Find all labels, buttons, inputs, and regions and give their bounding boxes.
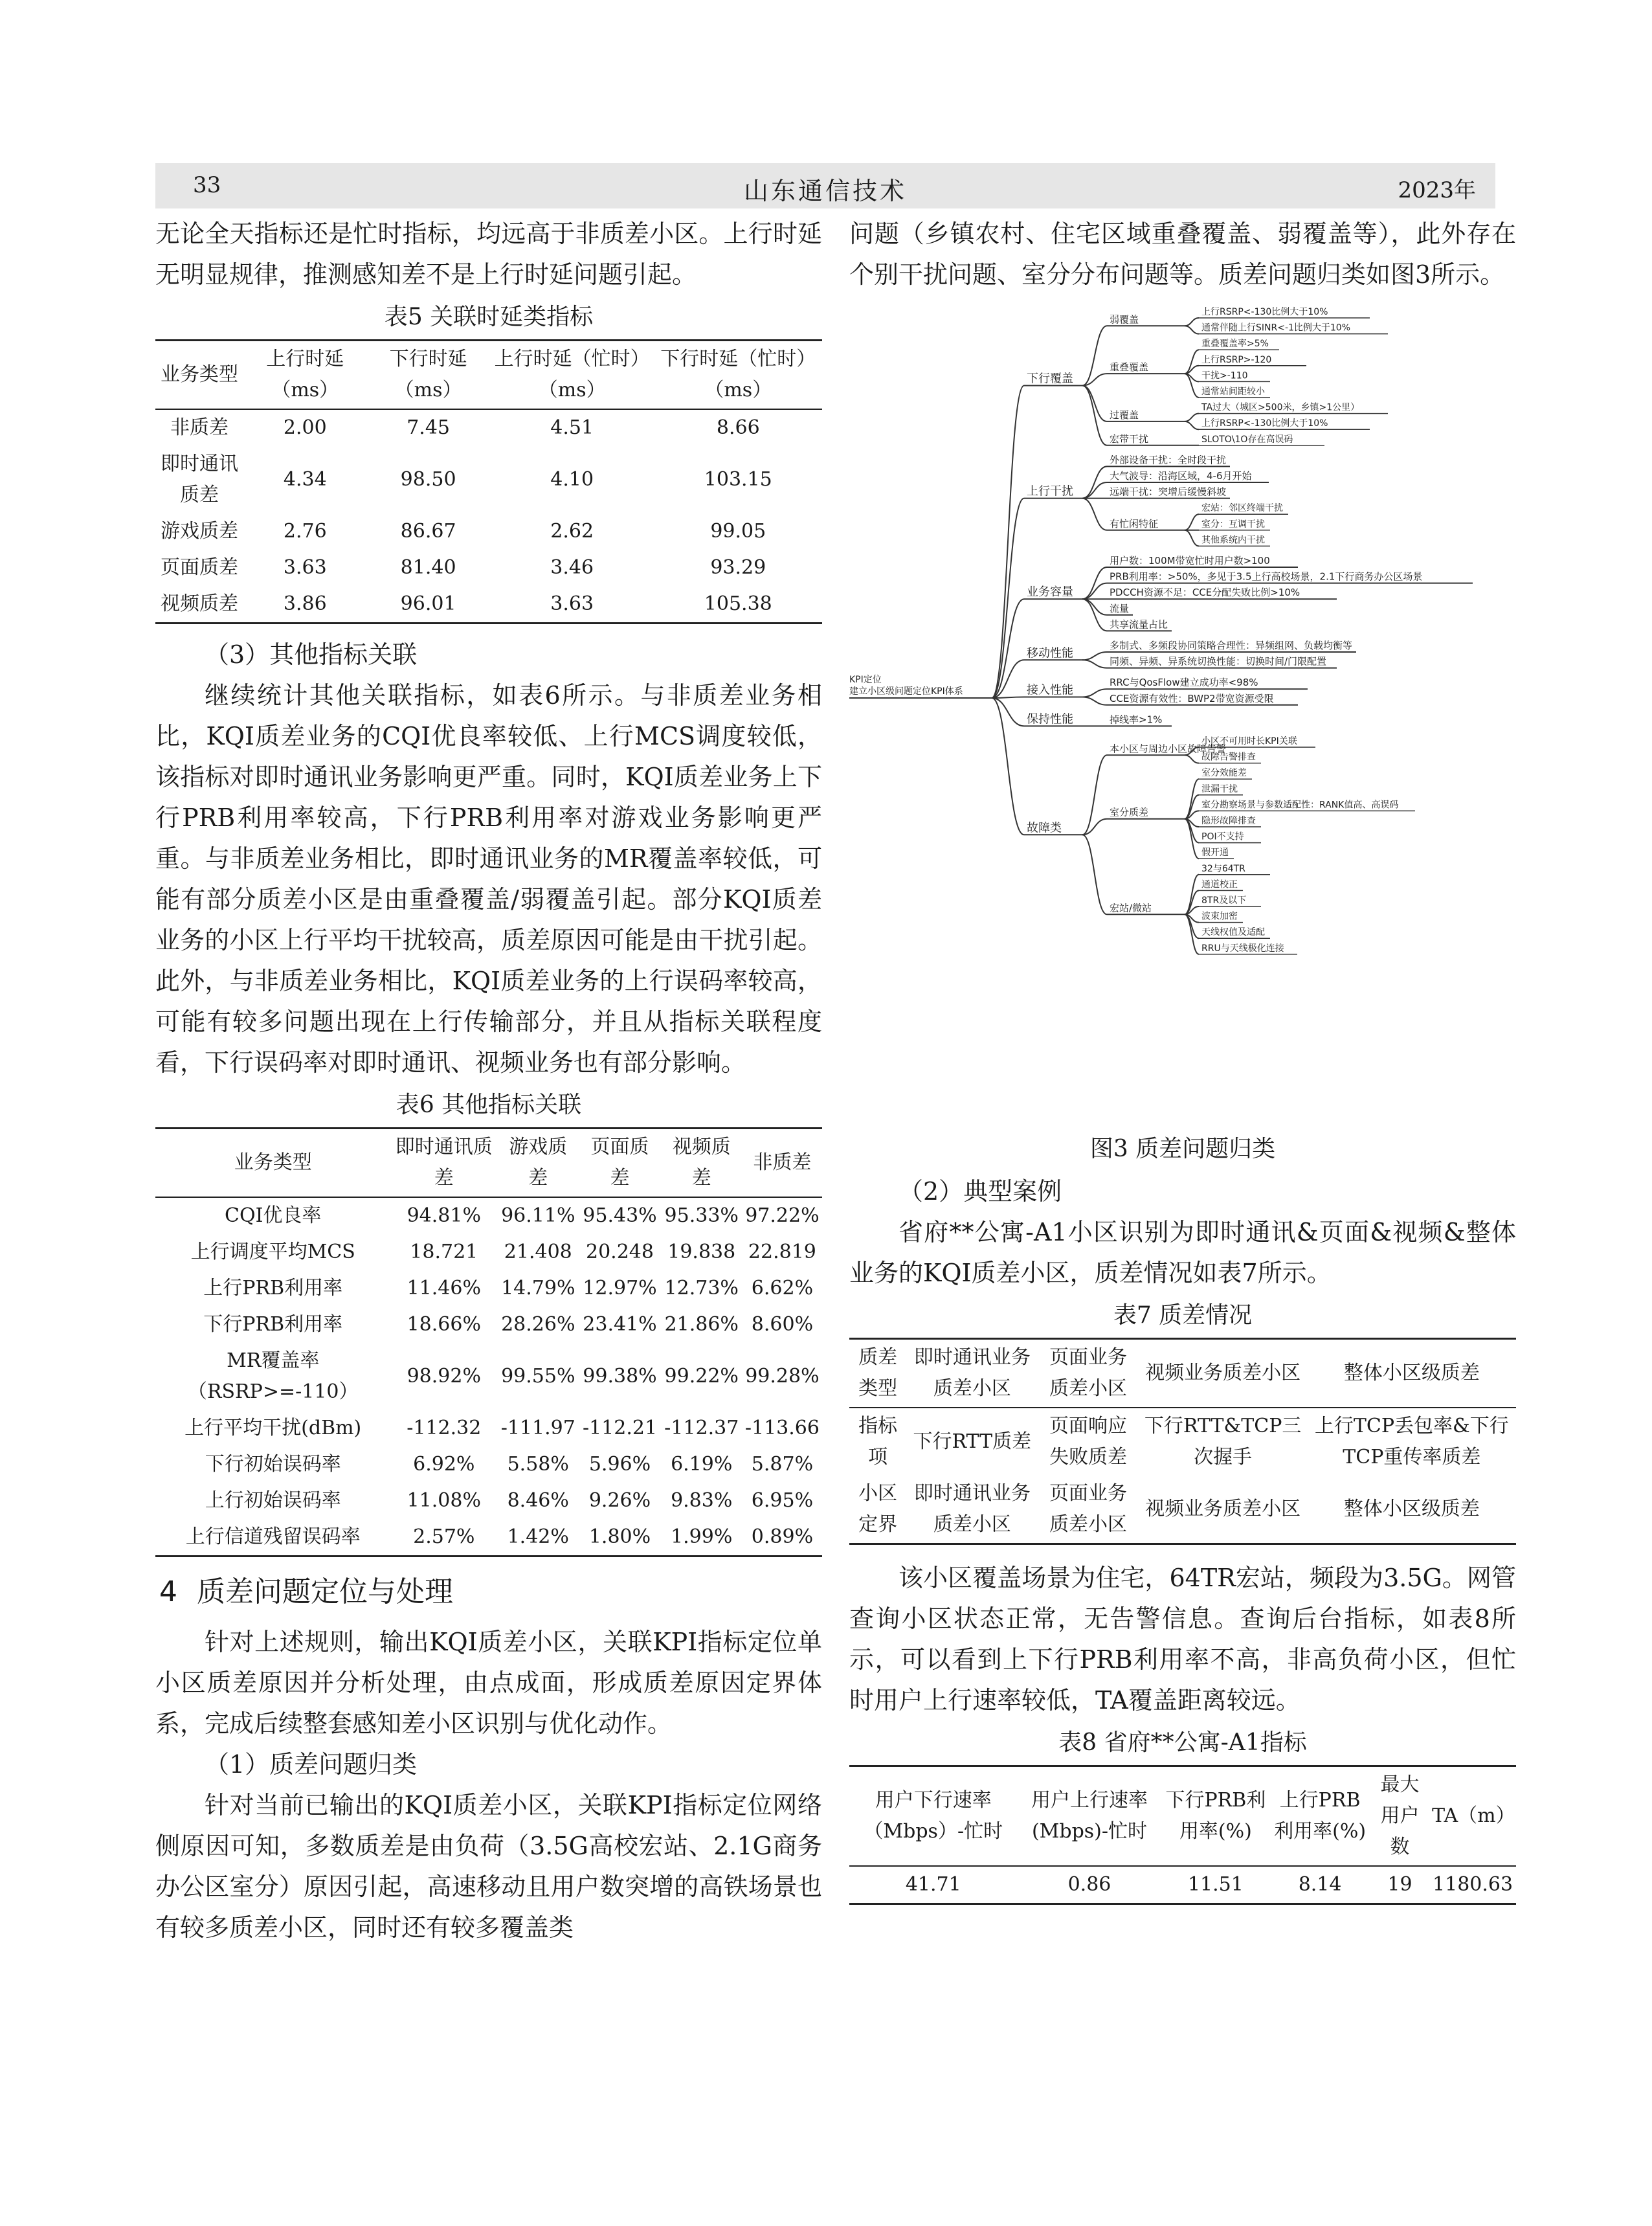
table-cell: 20.248 — [586, 1241, 654, 1263]
mindmap-node-label: 用户数：100M带宽忙时用户数>100 — [1110, 555, 1270, 567]
mindmap-leaf-label: SLOTO\1O存在高误码 — [1201, 434, 1293, 445]
table6 — [155, 1127, 822, 1557]
table-cell: 2.00 — [283, 416, 327, 439]
table-row — [849, 1408, 1516, 1476]
table-cell: 6.19% — [671, 1453, 733, 1476]
mindmap-leaf-label: 上行RSRP>-120 — [1201, 354, 1272, 365]
table-cell: 99.22% — [664, 1365, 739, 1388]
column-header: 视频质差 — [661, 1129, 742, 1198]
right-column — [849, 214, 1516, 1905]
connector-line — [1185, 875, 1199, 915]
table-cell: 游戏质差 — [161, 520, 239, 543]
connector-line — [1082, 652, 1107, 660]
connector-line — [1082, 482, 1107, 499]
table-cell: 0.89% — [742, 1519, 822, 1557]
table-cell: 2.76 — [283, 520, 327, 543]
table-cell: 96.11% — [501, 1204, 575, 1227]
column-header: 业务类型 — [155, 1129, 390, 1198]
column-header: 上行时延（ms） — [243, 341, 366, 410]
mindmap-node-label: 宏站/微站 — [1110, 902, 1152, 914]
mindmap-branch-label: 下行覆盖 — [1027, 372, 1073, 386]
connector-line — [992, 698, 1024, 835]
mindmap-leaf-label: 室分效能差 — [1201, 768, 1247, 779]
subheading: （1）质差问题归类 — [205, 1750, 418, 1779]
mindmap-leaf-label: 小区不可用时长KPI关联 — [1201, 736, 1297, 747]
table-cell: -113.66 — [744, 1417, 820, 1439]
table-cell: 即时通讯质差 — [161, 453, 239, 506]
table-cell: 105.38 — [654, 586, 822, 624]
mindmap-leaf-label: 通常伴随上行SINR<-1比例大于10% — [1201, 322, 1351, 333]
connector-line — [1082, 689, 1107, 697]
mindmap-leaf-label: 室分：互调干扰 — [1201, 519, 1265, 530]
column-header: 下行PRB利用率(%) — [1161, 1766, 1269, 1867]
table-row — [155, 1197, 822, 1234]
connector-line — [992, 499, 1024, 698]
table-row — [155, 1307, 822, 1343]
table-cell: 页面业务质差小区 — [1038, 1476, 1138, 1544]
column-header: 下行时延（忙时）（ms） — [654, 341, 822, 410]
column-header: 页面质差 — [579, 1129, 660, 1198]
table-cell: 上行调度平均MCS — [190, 1241, 355, 1263]
table-cell: 下行初始误码率 — [205, 1453, 341, 1476]
table-cell: 81.40 — [400, 556, 456, 579]
table-cell: 95.33% — [664, 1204, 739, 1227]
connector-line — [1185, 819, 1199, 859]
table-cell: 视频业务质差小区 — [1139, 1476, 1308, 1544]
table-cell: 3.63 — [490, 586, 654, 624]
table-cell: 98.50 — [400, 468, 456, 491]
table-cell: 下行RTT质差 — [913, 1430, 1032, 1453]
table-row — [155, 1483, 822, 1519]
column-header: 非质差 — [742, 1129, 822, 1198]
table-row — [155, 1519, 822, 1557]
connector-line — [1185, 318, 1199, 326]
mindmap-leaf-label: 泄漏干扰 — [1201, 783, 1238, 794]
mindmap-node-label: 外部设备干扰：全时段干扰 — [1110, 454, 1227, 466]
table8 — [849, 1765, 1516, 1905]
column-header: TA（m） — [1429, 1766, 1516, 1867]
table-cell: 99.05 — [710, 520, 766, 543]
table-cell: 0.86 — [1018, 1866, 1162, 1904]
table-cell: 1180.63 — [1429, 1866, 1516, 1904]
column-header: 即时通讯业务质差小区 — [906, 1339, 1038, 1408]
table-cell: 上行平均干扰(dBm) — [184, 1417, 362, 1439]
connector-line — [1185, 422, 1199, 429]
column-header: 用户上行速率(Mbps)-忙时 — [1018, 1766, 1162, 1867]
table-cell: 小区定界 — [849, 1476, 906, 1544]
table-cell: 21.86% — [664, 1313, 739, 1336]
connector-line — [1082, 660, 1107, 668]
mindmap-node-label: 有忙闲特征 — [1110, 517, 1159, 530]
table-cell: 下行PRB利用率 — [203, 1313, 343, 1336]
table-cell: -112.37 — [664, 1417, 739, 1439]
mindmap-node-label: 本小区与周边小区故障告警 — [1110, 743, 1227, 755]
mindmap-leaf-label: 通常站间距较小 — [1201, 387, 1265, 397]
table-cell: 99.38% — [583, 1365, 657, 1388]
table6-caption: 表6 其他指标关联 — [396, 1092, 582, 1118]
table-row — [155, 513, 822, 550]
mindmap-node-label: 同频、异频、异系统切换性能：切换时间/门限配置 — [1110, 655, 1327, 668]
table7-caption: 表7 质差情况 — [1113, 1302, 1253, 1329]
table-cell: 1.80% — [579, 1519, 660, 1557]
table-cell: 23.41% — [583, 1313, 657, 1336]
section-heading — [155, 1566, 822, 1618]
column-header: 视频业务质差小区 — [1139, 1339, 1308, 1408]
table-cell: 96.01 — [366, 586, 489, 624]
mindmap-node-label: 重叠覆盖 — [1110, 361, 1149, 374]
connector-line — [1185, 755, 1199, 763]
table-cell: 上行信道残留误码率 — [155, 1519, 390, 1557]
table-cell: 3.63 — [283, 556, 327, 579]
table5 — [155, 339, 822, 624]
mindmap-root-label: 建立小区级问题定位KPI体系 — [849, 686, 963, 697]
connector-line — [1082, 326, 1107, 385]
mindmap-leaf-label: 隐形故障排查 — [1201, 816, 1256, 826]
table-row — [155, 409, 822, 446]
table-row — [155, 446, 822, 513]
table7 — [849, 1338, 1516, 1545]
connector-line — [1082, 755, 1107, 835]
table-cell: 整体小区级质差 — [1308, 1476, 1516, 1544]
mindmap-leaf-label: 通道校正 — [1201, 879, 1238, 890]
table-cell: 3.46 — [550, 556, 594, 579]
mindmap-node-label: PRB利用率：>50%，多见于3.5上行高校场景，2.1下行商务办公区场景 — [1110, 570, 1423, 583]
table-cell: 22.819 — [748, 1241, 816, 1263]
table-row — [155, 1270, 822, 1307]
table-cell: 6.95% — [751, 1489, 814, 1512]
table-cell: 21.408 — [504, 1241, 572, 1263]
mindmap-leaf-label: 上行RSRP<-130比例大于10% — [1201, 418, 1328, 429]
table-cell: 12.97% — [583, 1277, 657, 1299]
table-cell: 指标项 — [858, 1415, 898, 1468]
table-cell: 页面质差 — [161, 556, 239, 579]
connector-line — [1082, 386, 1107, 445]
mindmap-leaf-label: 32与64TR — [1201, 863, 1245, 874]
table-cell: 5.58% — [507, 1453, 569, 1476]
mindmap-branch-label: 保持性能 — [1027, 712, 1073, 726]
table-cell: 8.14 — [1269, 1866, 1370, 1904]
mindmap-branch-label: 业务容量 — [1027, 585, 1073, 600]
mindmap-node-label: 远端干扰：突增后缓慢斜坡 — [1110, 486, 1227, 498]
column-header: 整体小区级质差 — [1308, 1339, 1516, 1408]
table-cell: CQI优良率 — [225, 1204, 322, 1227]
connector-line — [1185, 514, 1199, 530]
table-cell: -112.32 — [407, 1417, 482, 1439]
mindmap-leaf-label: 干扰>-110 — [1201, 370, 1248, 381]
connector-line — [992, 599, 1024, 698]
mindmap-node-label: 宏带干扰 — [1110, 433, 1149, 445]
paragraph: 问题（乡镇农村、住宅区域重叠覆盖、弱覆盖等），此外存在个别干扰问题、室分分布问题等。质差问题归类如图3所示。 — [849, 219, 1516, 289]
table-cell: 11.46% — [407, 1277, 481, 1299]
section-number: 4 — [159, 1575, 177, 1608]
table-cell: 1.99% — [661, 1519, 742, 1557]
table-cell: 2.62 — [550, 520, 594, 543]
table-cell: -111.97 — [500, 1417, 575, 1439]
paragraph: 针对当前已输出的KQI质差小区，关联KPI指标定位网络侧原因可知，多数质差是由负荷（3.5G高校宏站、2.1G商务办公区室分）原因引起，高速移动且用户数突增的高铁场景也有较多质差小区，同时还有较多覆盖类 — [155, 1791, 822, 1942]
page-number: 33 — [193, 172, 221, 198]
table-cell: 28.26% — [501, 1313, 575, 1336]
connector-line — [1082, 835, 1107, 914]
table-cell: 4.51 — [550, 416, 594, 439]
column-header: 质差类型 — [849, 1339, 906, 1408]
mindmap-branch-label: 上行干扰 — [1027, 484, 1073, 499]
table-cell: 9.26% — [588, 1489, 651, 1512]
table-cell: 4.34 — [283, 468, 327, 491]
table-cell: 上行TCP丢包率&下行TCP重传率质差 — [1314, 1415, 1509, 1468]
table-cell: 6.92% — [413, 1453, 475, 1476]
table-cell: 视频质差 — [155, 586, 243, 624]
connector-line — [1082, 599, 1107, 615]
mindmap-node-label: 弱覆盖 — [1110, 313, 1139, 326]
table-cell: 8.60% — [751, 1313, 814, 1336]
column-header: 上行时延（忙时）（ms） — [490, 341, 654, 410]
connector-line — [1082, 583, 1107, 600]
table-cell: 上行PRB利用率 — [203, 1277, 343, 1299]
table-cell: 1.42% — [497, 1519, 579, 1557]
mindmap-branch-label: 故障类 — [1027, 821, 1062, 835]
table-cell: -112.21 — [582, 1417, 658, 1439]
table-cell: 6.62% — [751, 1277, 814, 1299]
table8-caption: 表8 省府**公寓-A1指标 — [1058, 1729, 1307, 1756]
table-row — [155, 586, 822, 624]
paragraph: 针对上述规则，输出KQI质差小区，关联KPI指标定位单小区质差原因并分析处理，由点成面，形成质差原因定界体系，完成后续整套感知差小区识别与优化动作。 — [155, 1628, 822, 1738]
paragraph: 该小区覆盖场景为住宅，64TR宏站，频段为3.5G。网管查询小区状态正常，无告警信息。查询后台指标，如表8所示，可以看到上下行PRB利用率不高，非高负荷小区，但忙时用户上行速率较低，TA覆盖距离较远。 — [849, 1564, 1516, 1714]
table-cell: 14.79% — [501, 1277, 575, 1299]
connector-line — [1185, 326, 1199, 333]
mindmap-root-label: KPI定位 — [849, 675, 882, 685]
mindmap-node-label: 过覆盖 — [1110, 409, 1139, 421]
column-header: 下行时延（ms） — [366, 341, 489, 410]
table-cell: 5.96% — [588, 1453, 651, 1476]
table-cell: 94.81% — [407, 1204, 481, 1227]
table-cell: 5.87% — [751, 1453, 814, 1476]
mindmap-node-label: RRC与QosFlow建立成功率<98% — [1110, 677, 1258, 689]
column-header: 页面业务质差小区 — [1038, 1339, 1138, 1408]
table-cell: 2.57% — [390, 1519, 497, 1557]
mindmap-leaf-label: TA过大（城区>500米，乡镇>1公里） — [1201, 402, 1360, 413]
mindmap-leaf-label: 室分勘察场景与参数适配性：RANK值高、高误码 — [1201, 800, 1399, 811]
mindmap-leaf-label: 故障告警排查 — [1201, 752, 1256, 763]
table-row — [849, 1866, 1516, 1904]
column-header: 用户下行速率（Mbps）-忙时 — [849, 1766, 1018, 1867]
table-cell: 11.08% — [407, 1489, 481, 1512]
table5-caption: 表5 关联时延类指标 — [384, 304, 594, 330]
table-cell: 9.83% — [671, 1489, 733, 1512]
mind-map-diagram — [849, 302, 1516, 1127]
figure3 — [849, 302, 1516, 1127]
table-cell: 86.67 — [400, 520, 456, 543]
mindmap-node-label: 流量 — [1110, 602, 1130, 614]
table-row — [849, 1476, 1516, 1544]
table-cell: 19 — [1370, 1866, 1429, 1904]
paragraph: 继续统计其他关联指标，如表6所示。与非质差业务相比，KQI质差业务的CQI优良率较低、上行MCS调度较低，该指标对即时通讯业务影响更严重。同时，KQI质差业务上下行PRB利用率较高，下行PRB利用率对游戏业务影响更严重。与非质差业务相比，即时通讯业务的MR覆盖率较低，可能有部分质差小区是由重叠覆盖/弱覆盖引起。部分KQI质差业务的小区上行平均干扰较高，质差原因可能是由干扰引起。此外，与非质差业务相比，KQI质差业务的上行误码率较高，可能有较多问题出现在上行传输部分，并且从指标关联程度看，下行误码率对即时通讯、视频业务也有部分影响。 — [155, 681, 822, 1077]
connector-line — [1082, 697, 1107, 705]
mindmap-leaf-label: 波束加密 — [1201, 911, 1238, 922]
running-header — [155, 163, 1495, 208]
journal-year: 2023年 — [1398, 177, 1476, 203]
section-title: 质差问题定位与处理 — [197, 1575, 453, 1608]
table-cell: 103.15 — [704, 468, 772, 491]
mindmap-leaf-label: 假开通 — [1201, 848, 1229, 859]
connector-line — [1185, 414, 1199, 422]
table-cell: 12.73% — [664, 1277, 739, 1299]
table-cell: 99.55% — [501, 1365, 575, 1388]
table-cell: 95.43% — [583, 1204, 657, 1227]
table-cell: 4.10 — [550, 468, 594, 491]
connector-line — [1082, 499, 1107, 530]
mindmap-leaf-label: 宏站：邻区终端干扰 — [1201, 503, 1283, 514]
paragraph: 省府**公寓-A1小区识别为即时通讯&页面&视频&整体业务的KQI质差小区，质差情况如表7所示。 — [849, 1218, 1516, 1287]
table-cell: 下行RTT&TCP三次握手 — [1144, 1415, 1302, 1468]
mindmap-node-label: PDCCH资源不足：CCE分配失败比例>10% — [1110, 587, 1300, 599]
mindmap-node-label: 室分质差 — [1110, 806, 1149, 818]
table-cell: 93.29 — [710, 556, 766, 579]
table-row — [155, 1446, 822, 1483]
table-cell: 19.838 — [667, 1241, 736, 1263]
table-row — [155, 1343, 822, 1410]
table-cell: 97.22% — [745, 1204, 820, 1227]
paragraph: 无论全天指标还是忙时指标，均远高于非质差小区。上行时延无明显规律，推测感知差不是上行时延问题引起。 — [155, 219, 822, 289]
table-cell: 7.45 — [407, 416, 450, 439]
table-cell: 页面响应失败质差 — [1049, 1415, 1128, 1468]
connector-line — [1185, 530, 1199, 546]
mindmap-branch-label: 接入性能 — [1027, 683, 1073, 697]
figure3-caption: 图3 质差问题归类 — [1089, 1136, 1276, 1162]
table-cell: 18.721 — [410, 1241, 478, 1263]
mindmap-node-label: 大气波导：沿海区域，4-6月开始 — [1110, 470, 1252, 482]
table-cell: MR覆盖率（RSRP>=-110） — [187, 1349, 359, 1403]
table-cell: 3.86 — [243, 586, 366, 624]
connector-line — [1185, 914, 1199, 954]
mindmap-leaf-label: 重叠覆盖率>5% — [1201, 339, 1269, 350]
table-cell: 非质差 — [170, 416, 229, 439]
table-cell: 99.28% — [745, 1365, 820, 1388]
table-cell: 98.92% — [407, 1365, 481, 1388]
table-cell: 11.51 — [1161, 1866, 1269, 1904]
column-header: 游戏质差 — [497, 1129, 579, 1198]
table-cell: 上行初始误码率 — [205, 1489, 341, 1512]
mindmap-leaf-label: 天线权值及适配 — [1201, 927, 1265, 938]
subheading: （2）典型案例 — [899, 1177, 1062, 1206]
connector-line — [1185, 779, 1199, 819]
mindmap-leaf-label: 8TR及以下 — [1201, 895, 1247, 906]
table-cell: 8.66 — [716, 416, 760, 439]
mindmap-node-label: 掉线率>1% — [1110, 714, 1163, 726]
table-row — [155, 1410, 822, 1446]
mindmap-leaf-label: POI不支持 — [1201, 831, 1244, 842]
mindmap-node-label: CCE资源有效性：BWP2带宽资源受限 — [1110, 692, 1274, 704]
column-header: 最大用户数 — [1370, 1766, 1429, 1867]
table-row — [155, 550, 822, 586]
mindmap-node-label: 共享流量占比 — [1110, 618, 1168, 631]
table-row — [155, 1234, 822, 1270]
mindmap-branch-label: 移动性能 — [1027, 646, 1073, 660]
table-cell: 8.46% — [507, 1489, 569, 1512]
mindmap-node-label: 多制式、多频段协同策略合理性：异频组网、负载均衡等 — [1110, 640, 1353, 651]
journal-title: 山东通信技术 — [743, 177, 907, 205]
mindmap-leaf-label: 其他系统内干扰 — [1201, 535, 1265, 546]
mindmap-leaf-label: 上行RSRP<-130比例大于10% — [1201, 307, 1328, 317]
mindmap-leaf-label: RRU与天线极化连接 — [1201, 943, 1284, 954]
subheading: （3）其他指标关联 — [205, 640, 418, 669]
table-cell: 41.71 — [849, 1866, 1018, 1904]
table-cell: 即时通讯业务质差小区 — [906, 1476, 1038, 1544]
left-column — [155, 214, 822, 1948]
table-cell: 18.66% — [407, 1313, 481, 1336]
column-header: 即时通讯质差 — [390, 1129, 497, 1198]
column-header: 业务类型 — [155, 341, 243, 410]
column-header: 上行PRB利用率(%) — [1269, 1766, 1370, 1867]
